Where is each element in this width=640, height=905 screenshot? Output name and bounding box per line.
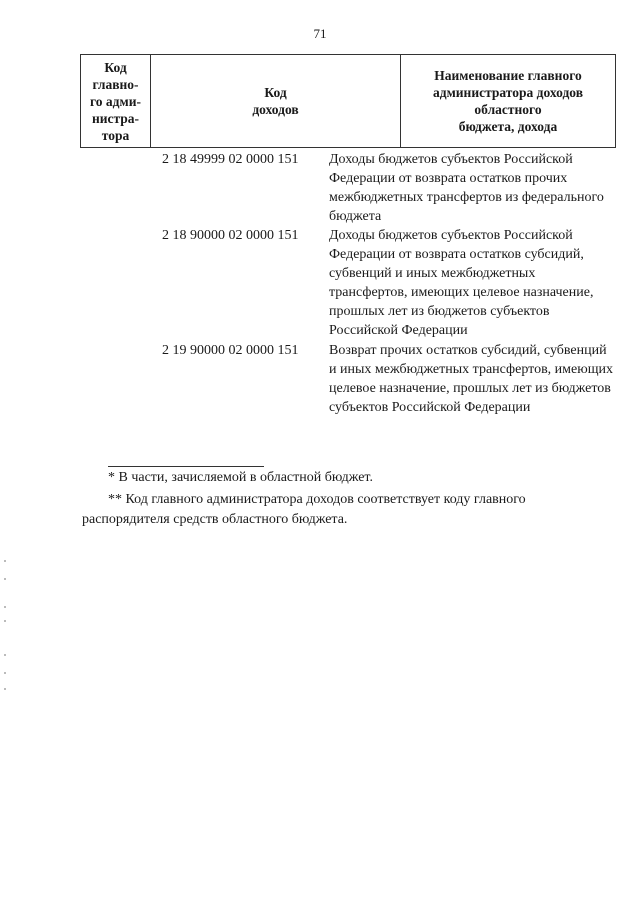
header-name: Наименование главного администратора доходов областного бюджета, дохода: [401, 55, 616, 147]
scan-edge-marks: [4, 560, 8, 700]
income-description: Возврат прочих остатков субсидий, субвенций и иных межбюджетных трансфертов, имеющих целевое назначение, прошлых лет из бюджетов субъектов Российской Федерации: [329, 343, 613, 415]
income-code: 2 18 90000 02 0000 151: [162, 228, 299, 243]
income-description: Доходы бюджетов субъектов Российской Федерации от возврата остатков субсидий, субвенций и иных межбюджетных трансфертов, имеющих целевое назначение, прошлых лет из бюджетов субъектов Российской Федерации: [329, 228, 594, 338]
income-code: 2 18 49999 02 0000 151: [162, 152, 299, 167]
income-description: Доходы бюджетов субъектов Российской Федерации от возврата остатков прочих межбюджетных трансфертов из федерального бюджета: [329, 152, 604, 224]
page-number: 71: [313, 26, 327, 41]
income-code: 2 19 90000 02 0000 151: [162, 343, 299, 358]
footnote-1: * В части, зачисляемой в областной бюджет.: [108, 470, 374, 485]
header-admin-code: Код главно- го адми- нистра- тора: [80, 55, 151, 147]
header-income-code: Код доходов: [151, 55, 401, 147]
footnote-divider: [108, 466, 264, 467]
footnote-2: ** Код главного администратора доходов соответствует коду главного распорядителя средств областного бюджета.: [82, 492, 526, 527]
table-header: [80, 54, 616, 148]
